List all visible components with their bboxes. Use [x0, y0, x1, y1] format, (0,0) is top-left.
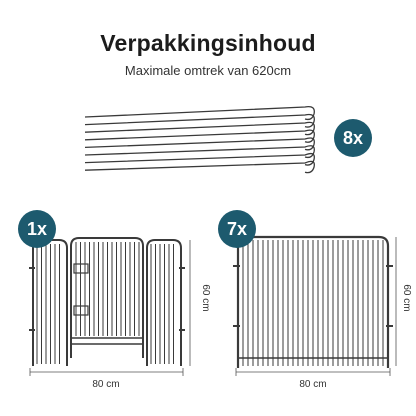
door-panel-width-label: 80 cm [92, 379, 120, 390]
fence-panel-illustration [233, 237, 393, 368]
ground-pins-illustration [85, 107, 314, 173]
ground-pin [85, 122, 314, 134]
panel-width-label: 80 cm [299, 379, 327, 390]
page-subtitle: Maximale omtrek van 620cm [124, 63, 292, 78]
door-panel-height-label: 60 cm [200, 284, 211, 312]
door-panel-illustration [29, 238, 185, 366]
page-title: Verpakkingsinhoud [100, 30, 316, 56]
ground-pin [85, 114, 314, 127]
door-panel-count-badge: 1x [18, 210, 56, 248]
ground-pin [85, 161, 314, 172]
ground-pin [85, 107, 314, 120]
panel-height-label: 60 cm [401, 284, 412, 312]
pins-count-badge: 8x [334, 119, 372, 157]
panel-count-badge: 7x [218, 210, 256, 248]
